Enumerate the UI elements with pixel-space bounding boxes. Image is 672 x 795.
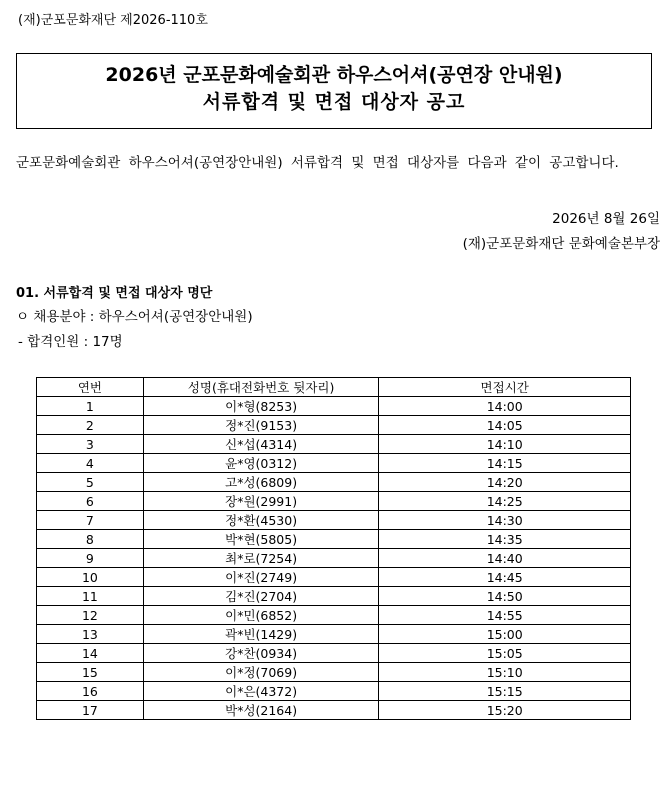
intro-paragraph: 군포문화예술회관 하우스어셔(공연장안내원) 서류합격 및 면접 대상자를 다음과 같이 공고합니다. (16, 155, 619, 171)
row-interview-time: 15:10 (379, 663, 631, 682)
table-row (37, 530, 631, 549)
row-candidate-name: 이*정(7069) (143, 663, 379, 682)
row-number: 8 (37, 530, 144, 549)
table-row (37, 435, 631, 454)
row-interview-time: 14:30 (379, 511, 631, 530)
row-number: 11 (37, 587, 144, 606)
row-number: 6 (37, 492, 144, 511)
table-row (37, 663, 631, 682)
title-box (16, 53, 652, 129)
row-number: 10 (37, 568, 144, 587)
table-row (37, 416, 631, 435)
table-row (37, 568, 631, 587)
row-candidate-name: 이*민(6852) (143, 606, 379, 625)
candidate-table (36, 377, 631, 720)
row-number: 5 (37, 473, 144, 492)
header-interview-time: 면접시간 (379, 378, 631, 397)
table-row (37, 473, 631, 492)
row-interview-time: 14:50 (379, 587, 631, 606)
row-interview-time: 14:40 (379, 549, 631, 568)
row-candidate-name: 이*형(8253) (143, 397, 379, 416)
row-number: 3 (37, 435, 144, 454)
row-number: 7 (37, 511, 144, 530)
row-interview-time: 15:00 (379, 625, 631, 644)
row-interview-time: 14:00 (379, 397, 631, 416)
row-interview-time: 14:20 (379, 473, 631, 492)
row-candidate-name: 이*은(4372) (143, 682, 379, 701)
row-candidate-name: 이*진(2749) (143, 568, 379, 587)
section-title: 01. 서류합격 및 면접 대상자 명단 (16, 286, 213, 301)
page-subtitle: 서류합격 및 면접 대상자 공고 (202, 91, 466, 113)
row-number: 4 (37, 454, 144, 473)
recruitment-field: ㅇ 채용분야 : 하우스어셔(공연장안내원) (16, 309, 253, 325)
row-interview-time: 15:05 (379, 644, 631, 663)
table-row (37, 682, 631, 701)
row-number: 15 (37, 663, 144, 682)
table-row (37, 549, 631, 568)
row-candidate-name: 최*로(7254) (143, 549, 379, 568)
table-row (37, 587, 631, 606)
table-row (37, 625, 631, 644)
row-interview-time: 14:15 (379, 454, 631, 473)
table-row (37, 644, 631, 663)
row-candidate-name: 고*성(6809) (143, 473, 379, 492)
row-candidate-name: 강*찬(0934) (143, 644, 379, 663)
row-number: 16 (37, 682, 144, 701)
announcement-date: 2026년 8월 26일 (552, 211, 660, 227)
table-row (37, 511, 631, 530)
table-row (37, 606, 631, 625)
table-body (37, 397, 631, 720)
row-candidate-name: 장*원(2991) (143, 492, 379, 511)
row-interview-time: 15:20 (379, 701, 631, 720)
row-number: 17 (37, 701, 144, 720)
row-candidate-name: 박*현(5805) (143, 530, 379, 549)
row-number: 9 (37, 549, 144, 568)
row-interview-time: 14:35 (379, 530, 631, 549)
header-name: 성명(휴대전화번호 뒷자리) (143, 378, 379, 397)
row-candidate-name: 신*섭(4314) (143, 435, 379, 454)
document-reference-number: (재)군포문화재단 제2026-110호 (18, 13, 208, 28)
row-candidate-name: 박*성(2164) (143, 701, 379, 720)
row-number: 1 (37, 397, 144, 416)
table-header-row (37, 378, 631, 397)
row-number: 2 (37, 416, 144, 435)
row-number: 14 (37, 644, 144, 663)
row-candidate-name: 김*진(2704) (143, 587, 379, 606)
row-candidate-name: 정*진(9153) (143, 416, 379, 435)
table-row (37, 492, 631, 511)
row-interview-time: 15:15 (379, 682, 631, 701)
row-candidate-name: 정*환(4530) (143, 511, 379, 530)
table-row (37, 701, 631, 720)
row-interview-time: 14:55 (379, 606, 631, 625)
issuing-organization: (재)군포문화재단 문화예술본부장 (462, 236, 660, 252)
row-interview-time: 14:45 (379, 568, 631, 587)
row-number: 13 (37, 625, 144, 644)
row-interview-time: 14:05 (379, 416, 631, 435)
table-row (37, 454, 631, 473)
row-candidate-name: 윤*영(0312) (143, 454, 379, 473)
header-number: 연번 (37, 378, 144, 397)
pass-count: - 합격인원 : 17명 (18, 334, 123, 350)
page-title: 2026년 군포문화예술회관 하우스어셔(공연장 안내원) (105, 64, 563, 86)
row-interview-time: 14:10 (379, 435, 631, 454)
row-number: 12 (37, 606, 144, 625)
table-row (37, 397, 631, 416)
row-candidate-name: 곽*빈(1429) (143, 625, 379, 644)
row-interview-time: 14:25 (379, 492, 631, 511)
